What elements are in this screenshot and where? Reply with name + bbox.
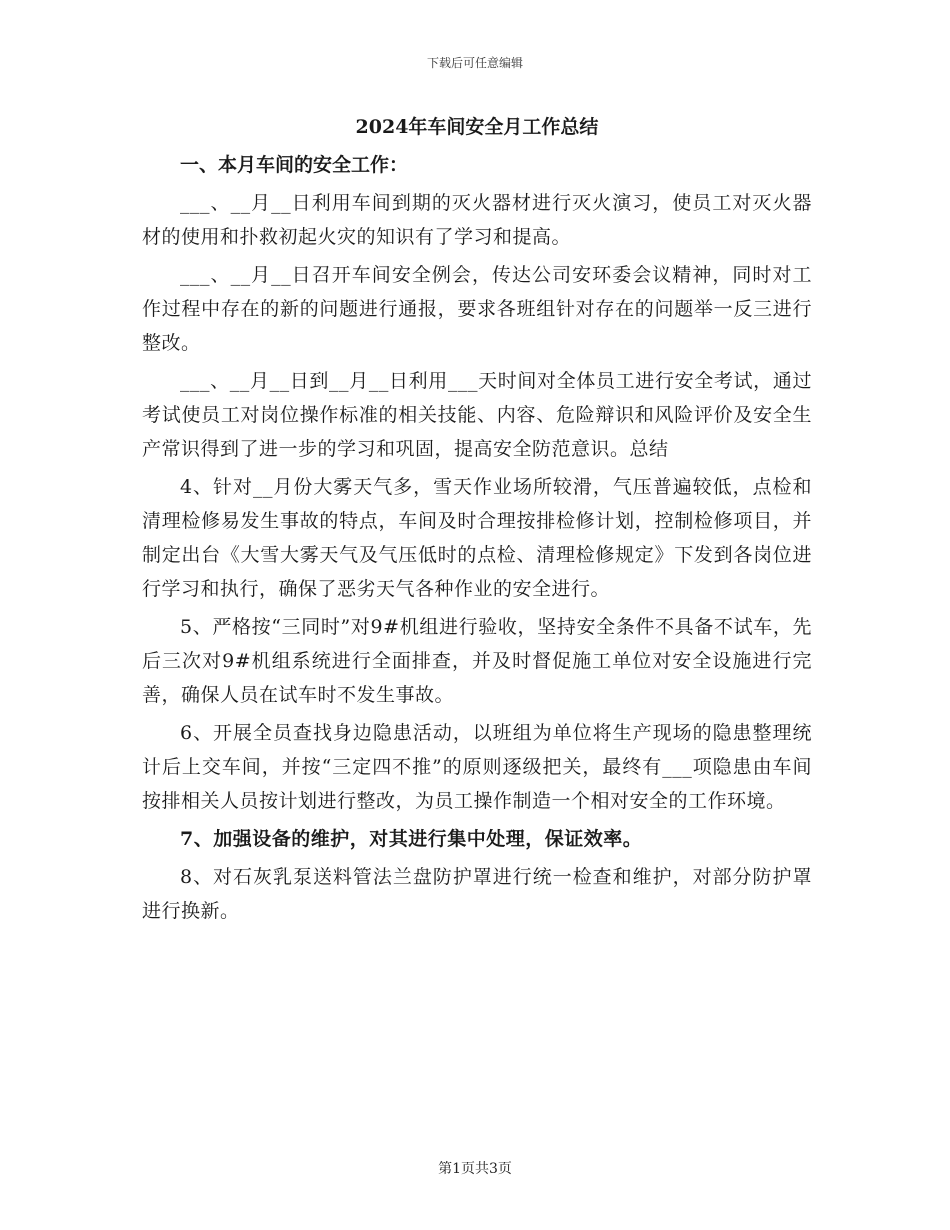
paragraph-1: ___、__月__日利用车间到期的灭火器材进行灭火演习，使员工对灭火器材的使用和扑救初起火灾的知识有了学习和提高。 bbox=[142, 192, 812, 248]
paragraph-6: 6、开展全员查找身边隐患活动，以班组为单位将生产现场的隐患整理统计后上交车间，并按“三定四不推”的原则逐级把关，最终有___项隐患由车间按排相关人员按计划进行整改，为员工操作制造一个相对安全的工作环境。 bbox=[142, 722, 812, 812]
paragraph-4: 4、针对__月份大雾天气多，雪天作业场所较滑，气压普遍较低，点检和清理检修易发生事故的特点，车间及时合理按排检修计划，控制检修项目，并制定出台《大雪大雾天气及气压低时的点检、清理检修规定》下发到各岗位进行学习和执行，确保了恶劣天气各种作业的安全进行。 bbox=[142, 476, 812, 600]
document-body bbox=[142, 110, 812, 932]
header-note: 下载后可任意编辑 bbox=[426, 56, 523, 70]
paragraph-2: ___、__月__日召开车间安全例会，传达公司安环委会议精神，同时对工作过程中存在的新的问题进行通报，要求各班组针对存在的问题举一反三进行整改。 bbox=[142, 264, 812, 354]
page-footer: 第1页共3页 bbox=[438, 1161, 512, 1177]
paragraph-8: 8、对石灰乳泵送料管法兰盘防护罩进行统一检查和维护，对部分防护罩进行换新。 bbox=[142, 866, 812, 922]
document-title: 2024年车间安全月工作总结 bbox=[355, 116, 599, 138]
paragraph-7: 7、加强设备的维护，对其进行集中处理，保证效率。 bbox=[180, 828, 643, 850]
paragraph-5: 5、严格按“三同时”对9#机组进行验收，坚持安全条件不具备不试车，先后三次对9#机组系统进行全面排查，并及时督促施工单位对安全设施进行完善，确保人员在试车时不发生事故。 bbox=[142, 616, 812, 706]
section-heading: 一、本月车间的安全工作： bbox=[180, 154, 409, 176]
paragraph-3: ___、__月__日到__月__日利用___天时间对全体员工进行安全考试，通过考试使员工对岗位操作标准的相关技能、内容、危险辩识和风险评价及安全生产常识得到了进一步的学习和巩固，提高安全防范意识。总结 bbox=[142, 370, 812, 460]
